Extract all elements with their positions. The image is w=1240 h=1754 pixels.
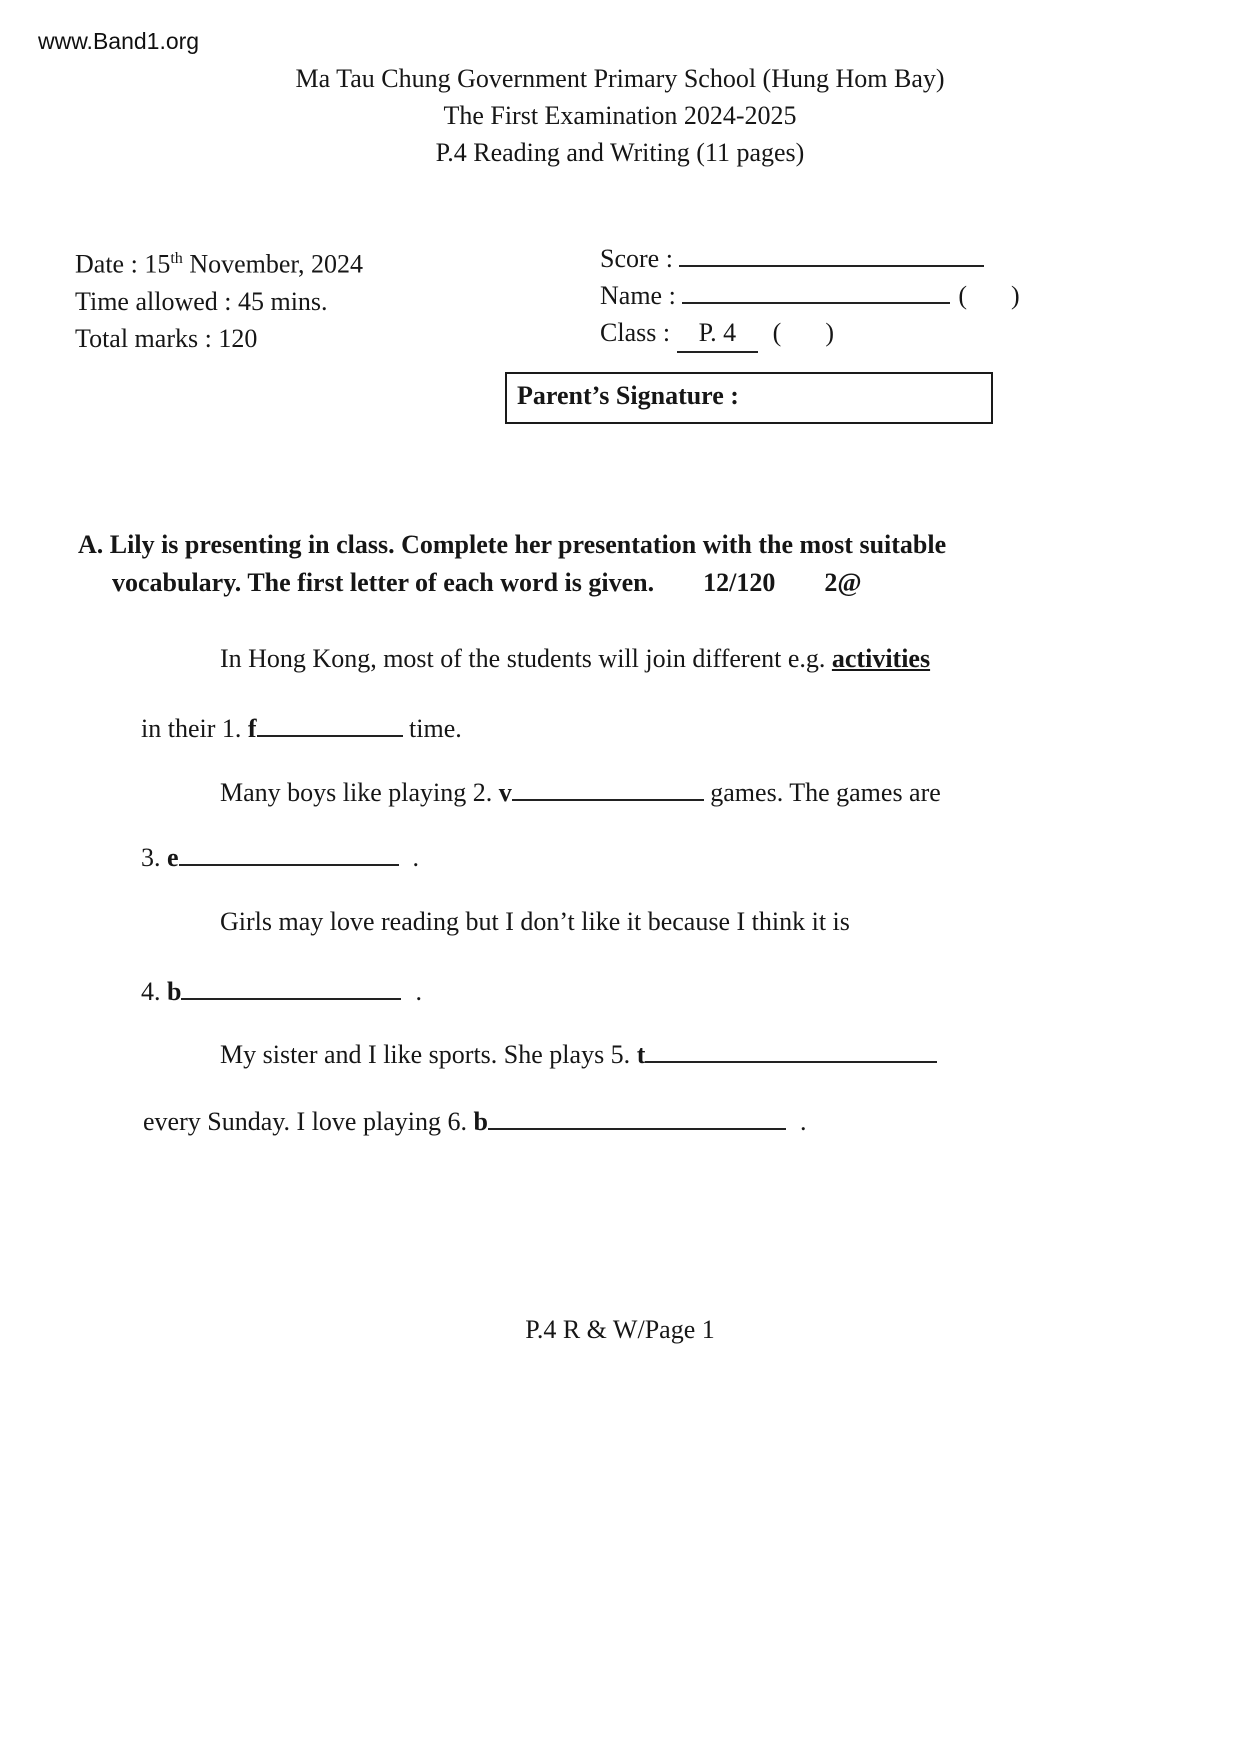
time-allowed-row [75, 283, 363, 320]
class-paren-open: ( [772, 318, 782, 347]
time-allowed-value: 45 mins. [237, 286, 328, 316]
answer-blank-2 [512, 779, 704, 801]
school-name: Ma Tau Chung Government Primary School (Hung Hom Bay) [295, 64, 945, 93]
passage-line-7 [220, 1040, 937, 1070]
given-letter-5: t [636, 1040, 646, 1069]
passage-line-2-pre: in their 1. [141, 714, 242, 743]
class-row [600, 314, 1200, 353]
passage-line-8-pre: every Sunday. I love playing 6. [143, 1107, 467, 1136]
class-paren-close: ) [825, 318, 834, 347]
section-a-heading-line1: A. Lily is presenting in class. Complete her presentation with the most suitable [78, 530, 947, 559]
passage-line-7-pre: My sister and I like sports. She plays 5. [220, 1040, 631, 1069]
watermark: www.Band1.org [38, 28, 200, 54]
passage-line-5-text: Girls may love reading but I don’t like it because I think it is [220, 907, 850, 936]
given-letter-1: f [247, 714, 257, 743]
date-row [75, 240, 363, 283]
parent-signature-box [505, 372, 993, 424]
passage-line-6-dot: . [415, 977, 422, 1006]
date-ordinal: th [170, 250, 183, 267]
time-allowed-label: Time allowed : [75, 286, 232, 316]
answer-blank-4 [181, 978, 401, 1000]
name-blank-line [682, 302, 950, 304]
example-answer: activities [831, 644, 931, 673]
passage-line-4 [141, 843, 419, 873]
date-label: Date : [75, 249, 138, 279]
paper-title: P.4 Reading and Writing (11 pages) [435, 138, 805, 167]
passage-line-8-dot: . [799, 1107, 807, 1136]
total-marks-label: Total marks : [75, 323, 212, 353]
name-row [600, 277, 1200, 314]
total-marks-value: 120 [218, 323, 258, 353]
given-letter-4: b [167, 977, 182, 1006]
class-label: Class : [600, 318, 671, 347]
passage-line-2-post: time. [409, 714, 462, 743]
score-blank-line [679, 265, 984, 267]
section-a-marks: 12/120 [703, 568, 776, 597]
passage-line-4-num: 3. [141, 843, 161, 872]
parent-signature-label: Parent’s Signature : [517, 381, 739, 410]
section-a-heading-line2-text: vocabulary. The first letter of each word is given. [112, 568, 655, 597]
given-letter-2: v [498, 778, 512, 807]
date-rest: November, 2024 [189, 249, 364, 279]
passage-line-3 [220, 778, 941, 808]
score-row [600, 240, 1200, 277]
date-day: 15 [144, 249, 171, 279]
name-paren-close: ) [1010, 281, 1020, 310]
meta-left-block [75, 240, 363, 357]
class-value: P. 4 [698, 318, 737, 347]
passage-line-1-text: In Hong Kong, most of the students will join different e.g. [220, 644, 826, 673]
answer-blank-3 [179, 844, 399, 866]
header [0, 60, 1240, 171]
answer-blank-6 [488, 1108, 786, 1130]
section-a-heading-line2 [112, 564, 1178, 602]
given-letter-3: e [167, 843, 179, 872]
answer-blank-1 [257, 715, 403, 737]
total-marks-row [75, 320, 363, 357]
passage-line-1 [220, 644, 930, 674]
answer-blank-5 [645, 1041, 937, 1063]
page-footer: P.4 R & W/Page 1 [525, 1315, 715, 1344]
passage-line-2 [141, 714, 462, 744]
passage-line-3-pre: Many boys like playing 2. [220, 778, 493, 807]
class-blank-line [677, 314, 759, 353]
passage-line-6 [141, 977, 422, 1007]
given-letter-6: b [473, 1107, 488, 1136]
passage-line-3-post: games. The games are [710, 778, 941, 807]
meta-right-block [600, 240, 1200, 353]
section-a-rate: 2@ [824, 568, 862, 597]
passage-line-4-dot: . [412, 843, 420, 872]
section-a-heading [78, 526, 1178, 602]
score-label: Score : [600, 244, 673, 273]
passage-line-5 [220, 907, 850, 937]
passage-line-8 [143, 1107, 806, 1137]
name-paren-open: ( [958, 281, 967, 310]
passage-line-6-num: 4. [141, 977, 161, 1006]
exam-title: The First Examination 2024-2025 [443, 101, 797, 130]
name-label: Name : [600, 281, 676, 310]
